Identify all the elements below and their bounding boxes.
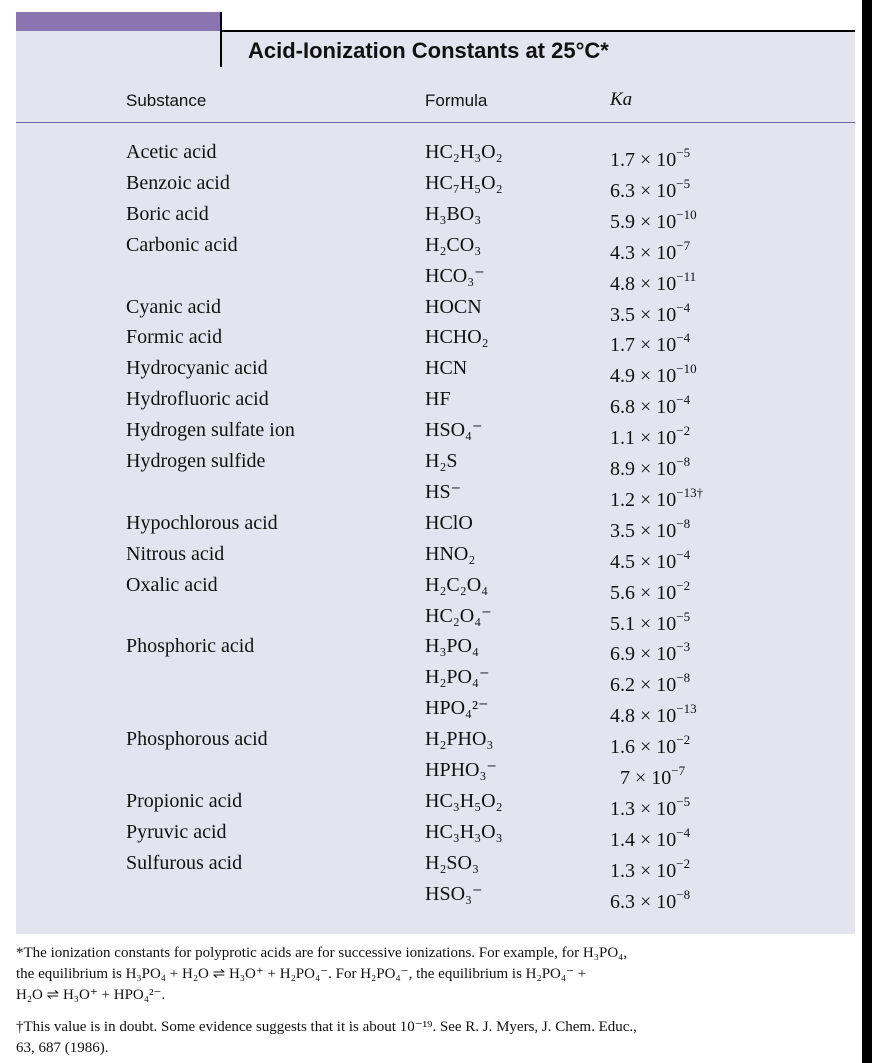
substance-cell: Hydrofluoric acid — [126, 388, 269, 411]
title-divider — [220, 12, 222, 67]
ka-exponent: −2 — [676, 577, 691, 593]
formula-cell: HC₃H₅O₂ — [425, 789, 503, 812]
table-row — [0, 477, 860, 511]
substance-cell: Cyanic acid — [126, 295, 221, 318]
ka-exponent: −2 — [676, 855, 691, 871]
formula-cell: HC₂O₄⁻ — [425, 604, 492, 627]
table-row — [0, 631, 860, 666]
table-row — [0, 292, 860, 326]
formula-cell: HClO — [425, 511, 473, 534]
ka-exponent: −13† — [676, 484, 704, 500]
formula-cell: H₂SO₃ — [425, 851, 479, 874]
ka-exponent: −4 — [676, 330, 691, 346]
ka-exponent: −5 — [676, 608, 691, 624]
formula-cell: H₃PO₄ — [425, 635, 479, 658]
formula-cell: HSO₃⁻ — [425, 882, 483, 905]
ka-exponent: −8 — [676, 670, 691, 686]
substance-cell: Sulfurous acid — [126, 851, 243, 874]
formula-cell: HPHO₃⁻ — [425, 759, 497, 781]
table-row — [0, 230, 860, 264]
ka-exponent: −2 — [676, 423, 691, 439]
ka-exponent: −5 — [676, 145, 691, 160]
ka-mantissa: 6.2 × 10 — [610, 674, 677, 697]
ka-exponent: −13 — [676, 701, 697, 717]
substance-cell: Formic acid — [126, 326, 223, 349]
substance-cell: Hypochlorous acid — [126, 511, 278, 534]
footnote-dagger-line-2: 63, 687 (1986). — [16, 1040, 109, 1056]
ka-exponent: −4 — [676, 392, 691, 408]
ka-exponent: −3 — [676, 639, 691, 655]
footnote-star-line-1: *The ionization constants for polyprotic acids are for successive ionizations. For example, for H₃PO₄, — [16, 945, 628, 961]
ka-mantissa: 1.3 × 10 — [610, 859, 677, 882]
formula-cell: HS⁻ — [425, 480, 462, 503]
ka-mantissa: 6.9 × 10 — [610, 643, 677, 666]
substance-cell: Hydrogen sulfide — [126, 450, 266, 472]
formula-cell: H₃BO₃ — [425, 202, 482, 225]
formula-cell: H₂S — [425, 450, 458, 472]
ka-exponent: −11 — [676, 268, 697, 284]
header-tab — [16, 12, 220, 31]
table-row — [0, 384, 860, 419]
ka-exponent: −10 — [676, 206, 697, 222]
table-row — [0, 446, 860, 480]
title-rule — [220, 30, 855, 32]
table-row — [0, 137, 860, 171]
substance-cell: Phosphoric acid — [126, 635, 255, 658]
ka-exponent: −8 — [676, 454, 691, 469]
substance-cell: Hydrocyanic acid — [126, 357, 268, 380]
formula-cell: H₂PHO₃ — [425, 728, 494, 751]
table-row — [0, 693, 860, 728]
ka-exponent: −4 — [676, 299, 691, 315]
table-row — [0, 539, 860, 573]
formula-cell: HSO₄⁻ — [425, 419, 483, 442]
formula-cell: HF — [425, 388, 451, 411]
footnote-star-line-2: the equilibrium is H₃PO₄ + H₂O ⇌ H₃O⁺ + H₂PO₄⁻. For H₂PO₄⁻, the equilibrium is H₂PO₄⁻ + — [16, 966, 587, 982]
ka-mantissa: 3.5 × 10 — [610, 303, 677, 326]
ka-mantissa: 4.8 × 10 — [610, 272, 677, 295]
ka-exponent: −8 — [676, 886, 691, 902]
formula-cell: HCHO₂ — [425, 326, 489, 349]
table-row — [0, 322, 860, 357]
table-row — [0, 168, 860, 202]
substance-cell: Hydrogen sulfate ion — [126, 419, 295, 442]
header-ka: Ka — [610, 89, 633, 110]
substance-cell: Oxalic acid — [126, 573, 218, 596]
substance-cell: Nitrous acid — [126, 542, 225, 565]
formula-cell: HOCN — [425, 295, 482, 318]
ka-mantissa: 8.9 × 10 — [610, 458, 677, 480]
ka-mantissa: 4.5 × 10 — [610, 550, 677, 573]
ka-mantissa: 6.3 × 10 — [610, 179, 677, 202]
ka-mantissa: 1.4 × 10 — [610, 828, 677, 851]
ka-exponent: −5 — [676, 793, 691, 809]
table-row — [0, 786, 860, 820]
ka-cell — [610, 879, 690, 918]
substance-cell: Pyruvic acid — [126, 820, 227, 843]
substance-cell: Acetic acid — [126, 141, 217, 163]
ka-mantissa: 4.9 × 10 — [610, 365, 677, 388]
ka-mantissa: 1.2 × 10 — [610, 488, 677, 511]
table-row — [0, 755, 860, 789]
formula-cell: HCO₃⁻ — [425, 264, 485, 287]
ka-mantissa: 6.3 × 10 — [610, 890, 677, 913]
table-row — [0, 415, 860, 450]
substance-cell: Propionic acid — [126, 789, 243, 812]
ka-mantissa: 1.1 × 10 — [610, 427, 677, 450]
substance-cell: Boric acid — [126, 202, 209, 225]
formula-cell: HCN — [425, 357, 468, 380]
ka-exponent: −4 — [676, 824, 691, 840]
formula-cell: H₂PO₄⁻ — [425, 666, 490, 689]
ka-exponent: −2 — [676, 732, 691, 748]
formula-cell: HC₂H₃O₂ — [425, 141, 503, 163]
ka-mantissa: 1.7 × 10 — [610, 334, 677, 357]
ka-exponent: −5 — [676, 175, 691, 191]
table-row — [0, 662, 860, 697]
formula-cell: HC₃H₃O₃ — [425, 820, 503, 843]
formula-cell: HNO₂ — [425, 542, 476, 565]
ka-mantissa: 1.7 × 10 — [610, 149, 677, 171]
ka-mantissa: 3.5 × 10 — [610, 519, 677, 542]
table-row — [0, 817, 860, 851]
ka-mantissa: 5.9 × 10 — [610, 210, 677, 233]
ka-mantissa: 5.6 × 10 — [610, 581, 677, 604]
footnote-dagger-line-1: †This value is in doubt. Some evidence suggests that it is about 10⁻¹⁹. See R. J. Myers, J. Chem. Educ., — [16, 1019, 637, 1035]
substance-cell: Phosphorous acid — [126, 728, 268, 751]
formula-cell: HPO₄²⁻ — [425, 697, 489, 720]
ka-mantissa: 1.3 × 10 — [610, 797, 677, 820]
ka-exponent: −8 — [676, 515, 691, 531]
table-row — [0, 508, 860, 542]
table-row — [0, 601, 860, 635]
table-row — [0, 879, 860, 913]
table-title: Acid-Ionization Constants at 25°C* — [248, 38, 609, 63]
table-row — [0, 261, 860, 295]
header-formula: Formula — [425, 91, 488, 110]
formula-cell: H₂C₂O₄ — [425, 573, 489, 596]
header-substance: Substance — [126, 91, 207, 110]
ka-mantissa: 5.1 × 10 — [610, 612, 677, 635]
ka-mantissa: 6.8 × 10 — [610, 396, 677, 419]
ka-exponent: −10 — [676, 361, 697, 377]
table-row — [0, 570, 860, 604]
ka-exponent: −4 — [676, 546, 691, 562]
formula-cell: HC₇H₅O₂ — [425, 171, 503, 194]
table-row — [0, 353, 860, 388]
substance-cell: Benzoic acid — [126, 171, 230, 194]
table-row — [0, 199, 860, 233]
ka-mantissa: 4.3 × 10 — [610, 241, 677, 264]
ka-exponent: −7 — [676, 237, 691, 253]
formula-cell: H₂CO₃ — [425, 233, 482, 256]
header-rule — [16, 122, 855, 123]
footnote-star-line-3: H₂O ⇌ H₃O⁺ + HPO₄²⁻. — [16, 987, 166, 1003]
ka-mantissa: 7 × 10 — [610, 767, 672, 789]
substance-cell: Carbonic acid — [126, 233, 238, 256]
ka-mantissa: 1.6 × 10 — [610, 736, 677, 759]
table-row — [0, 848, 860, 882]
ka-mantissa: 4.8 × 10 — [610, 705, 677, 728]
table-row — [0, 724, 860, 759]
ka-exponent: −7 — [671, 763, 686, 778]
